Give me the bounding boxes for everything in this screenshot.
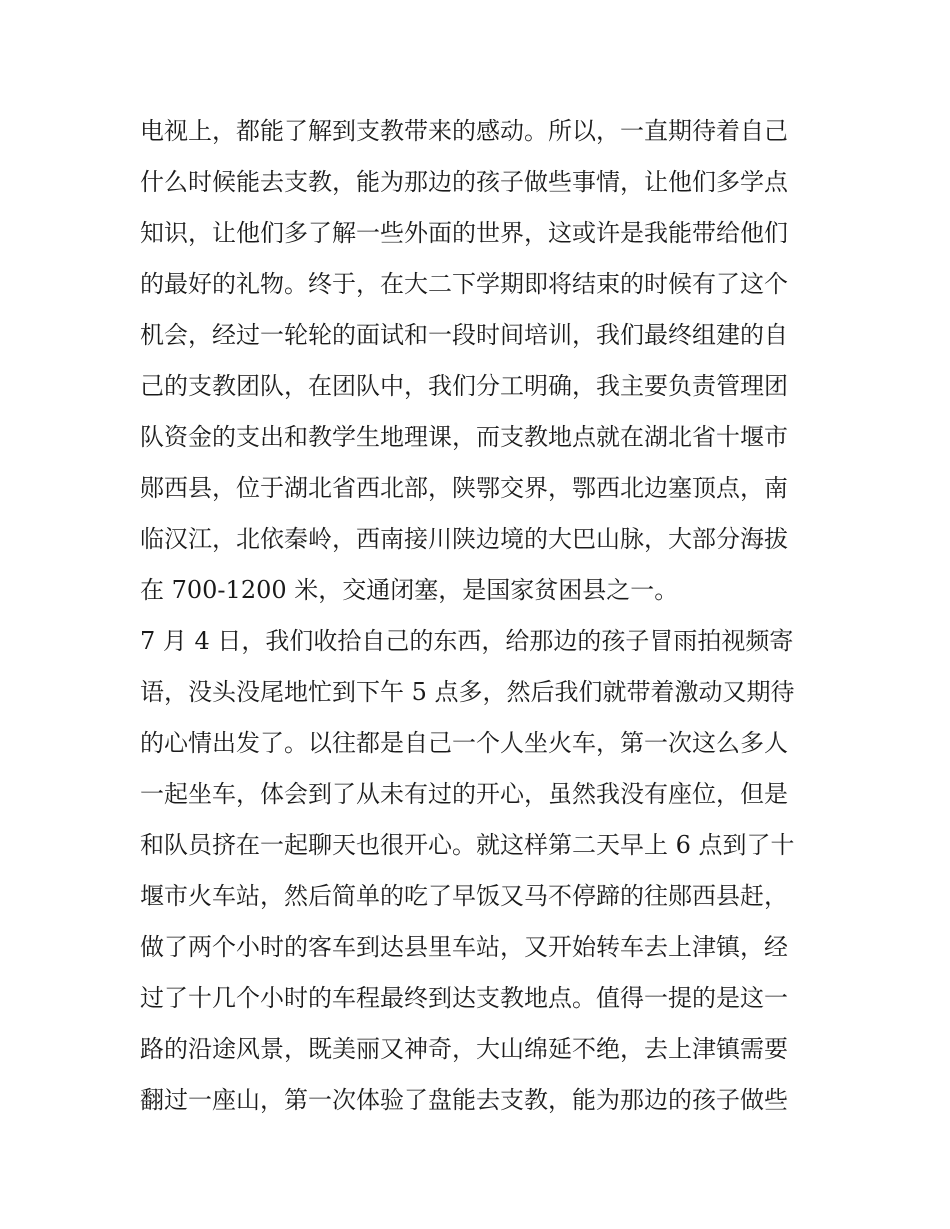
text-line: 临汉江，北依秦岭，西南接川陕边境的大巴山脉，大部分海拔: [140, 525, 788, 553]
text-line: 机会，经过一轮轮的面试和一段时间培训，我们最终组建的自: [140, 321, 788, 349]
text-line: 的心情出发了。以往都是自己一个人坐火车，第一次这么多人: [140, 729, 788, 757]
text-line: 知识，让他们多了解一些外面的世界，这或许是我能带给他们: [140, 219, 788, 247]
text-line: 语，没头没尾地忙到下午 5 点多，然后我们就带着激动又期待: [140, 678, 795, 706]
text-line: 电视上，都能了解到支教带来的感动。所以，一直期待着自己: [140, 117, 788, 145]
text-line: 堰市火车站，然后简单的吃了早饭又马不停蹄的往郧西县赶，: [140, 882, 788, 910]
text-line: 和队员挤在一起聊天也很开心。就这样第二天早上 6 点到了十: [140, 831, 795, 859]
text-line: 做了两个小时的客车到达县里车站，又开始转车去上津镇，经: [140, 933, 788, 961]
text-line: 7 月 4 日，我们收拾自己的东西，给那边的孩子冒雨拍视频寄: [140, 627, 794, 655]
text-line: 队资金的支出和教学生地理课，而支教地点就在湖北省十堰市: [140, 423, 788, 451]
body-text: [140, 106, 820, 1126]
text-line: 路的沿途风景，既美丽又神奇，大山绵延不绝，去上津镇需要: [140, 1035, 788, 1063]
text-line: 己的支教团队，在团队中，我们分工明确，我主要负责管理团: [140, 372, 788, 400]
text-line: 什么时候能去支教，能为那边的孩子做些事情，让他们多学点: [140, 168, 788, 196]
text-line: 翻过一座山，第一次体验了盘能去支教，能为那边的孩子做些: [140, 1086, 788, 1114]
text-line: 在 700-1200 米，交通闭塞，是国家贫困县之一。: [140, 576, 679, 604]
text-line: 的最好的礼物。终于，在大二下学期即将结束的时候有了这个: [140, 270, 788, 298]
text-line: 过了十几个小时的车程最终到达支教地点。值得一提的是这一: [140, 984, 788, 1012]
text-line: 郧西县，位于湖北省西北部，陕鄂交界，鄂西北边塞顶点，南: [140, 474, 788, 502]
text-line: 一起坐车，体会到了从未有过的开心，虽然我没有座位，但是: [140, 780, 788, 808]
